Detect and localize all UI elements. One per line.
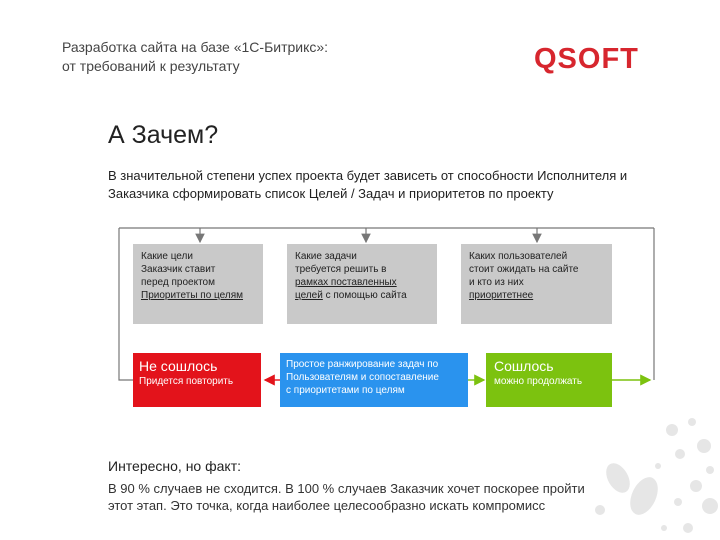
ok-title: Сошлось: [494, 358, 554, 374]
presentation-header: [62, 38, 422, 76]
users-box: [461, 244, 612, 324]
ok-box: [486, 353, 612, 407]
intro-line-2: Заказчика сформировать список Целей / Задач и приоритетов по проекту: [108, 186, 554, 201]
tasks-tail: с помощью сайта: [322, 290, 407, 301]
fact-title: Интересно, но факт:: [108, 458, 241, 474]
users-line-1: Каких пользователей: [469, 251, 568, 262]
ranking-box: [280, 353, 468, 407]
tasks-goals-word: целей: [295, 290, 323, 301]
tasks-line-2: требуется решить в: [295, 264, 387, 275]
header-line-2: от требований к результату: [62, 58, 240, 74]
goals-line-2: Заказчик ставит: [141, 264, 216, 275]
fact-text: [108, 480, 668, 514]
intro-line-1: В значительной степени успех проекта будет зависеть от способности Исполнителя и: [108, 168, 628, 183]
goals-box: [133, 244, 263, 324]
ok-subtitle: можно продолжать: [494, 376, 583, 387]
intro-text: [108, 167, 698, 203]
qsoft-logo: QSOFT: [534, 43, 639, 75]
tasks-line-3: рамках поставленных: [295, 277, 397, 288]
ranking-line-3: с приоритетами по целям: [286, 385, 405, 396]
ranking-line-2: Пользователям и сопоставление: [286, 372, 439, 383]
tasks-line-1: Какие задачи: [295, 251, 357, 262]
fact-line-2: этот этап. Это точка, когда наиболее целесообразно искать компромисс: [108, 498, 546, 513]
users-line-2: стоит ожидать на сайте: [469, 264, 579, 275]
goals-priority: Приоритеты по целям: [141, 290, 244, 301]
header-line-1: Разработка сайта на базе «1С-Битрикс»:: [62, 39, 329, 55]
users-line-3: и кто из них: [469, 277, 524, 288]
decorative-dots-icon: [560, 410, 720, 540]
fail-subtitle: Придется повторить: [139, 376, 234, 387]
fail-box: [133, 353, 261, 407]
fail-title: Не сошлось: [139, 358, 218, 374]
tasks-line-4: [295, 289, 429, 302]
slide-title: А Зачем?: [108, 121, 219, 149]
users-priority: приоритетнее: [469, 290, 534, 301]
fact-line-1: В 90 % случаев не сходится. В 100 % случаев Заказчик хочет поскорее пройти: [108, 481, 585, 496]
ranking-line-1: Простое ранжирование задач по: [286, 359, 439, 370]
goals-line-1: Какие цели: [141, 251, 193, 262]
tasks-box: [287, 244, 437, 324]
goals-line-3: перед проектом: [141, 277, 215, 288]
frame-left-line: [119, 228, 133, 380]
